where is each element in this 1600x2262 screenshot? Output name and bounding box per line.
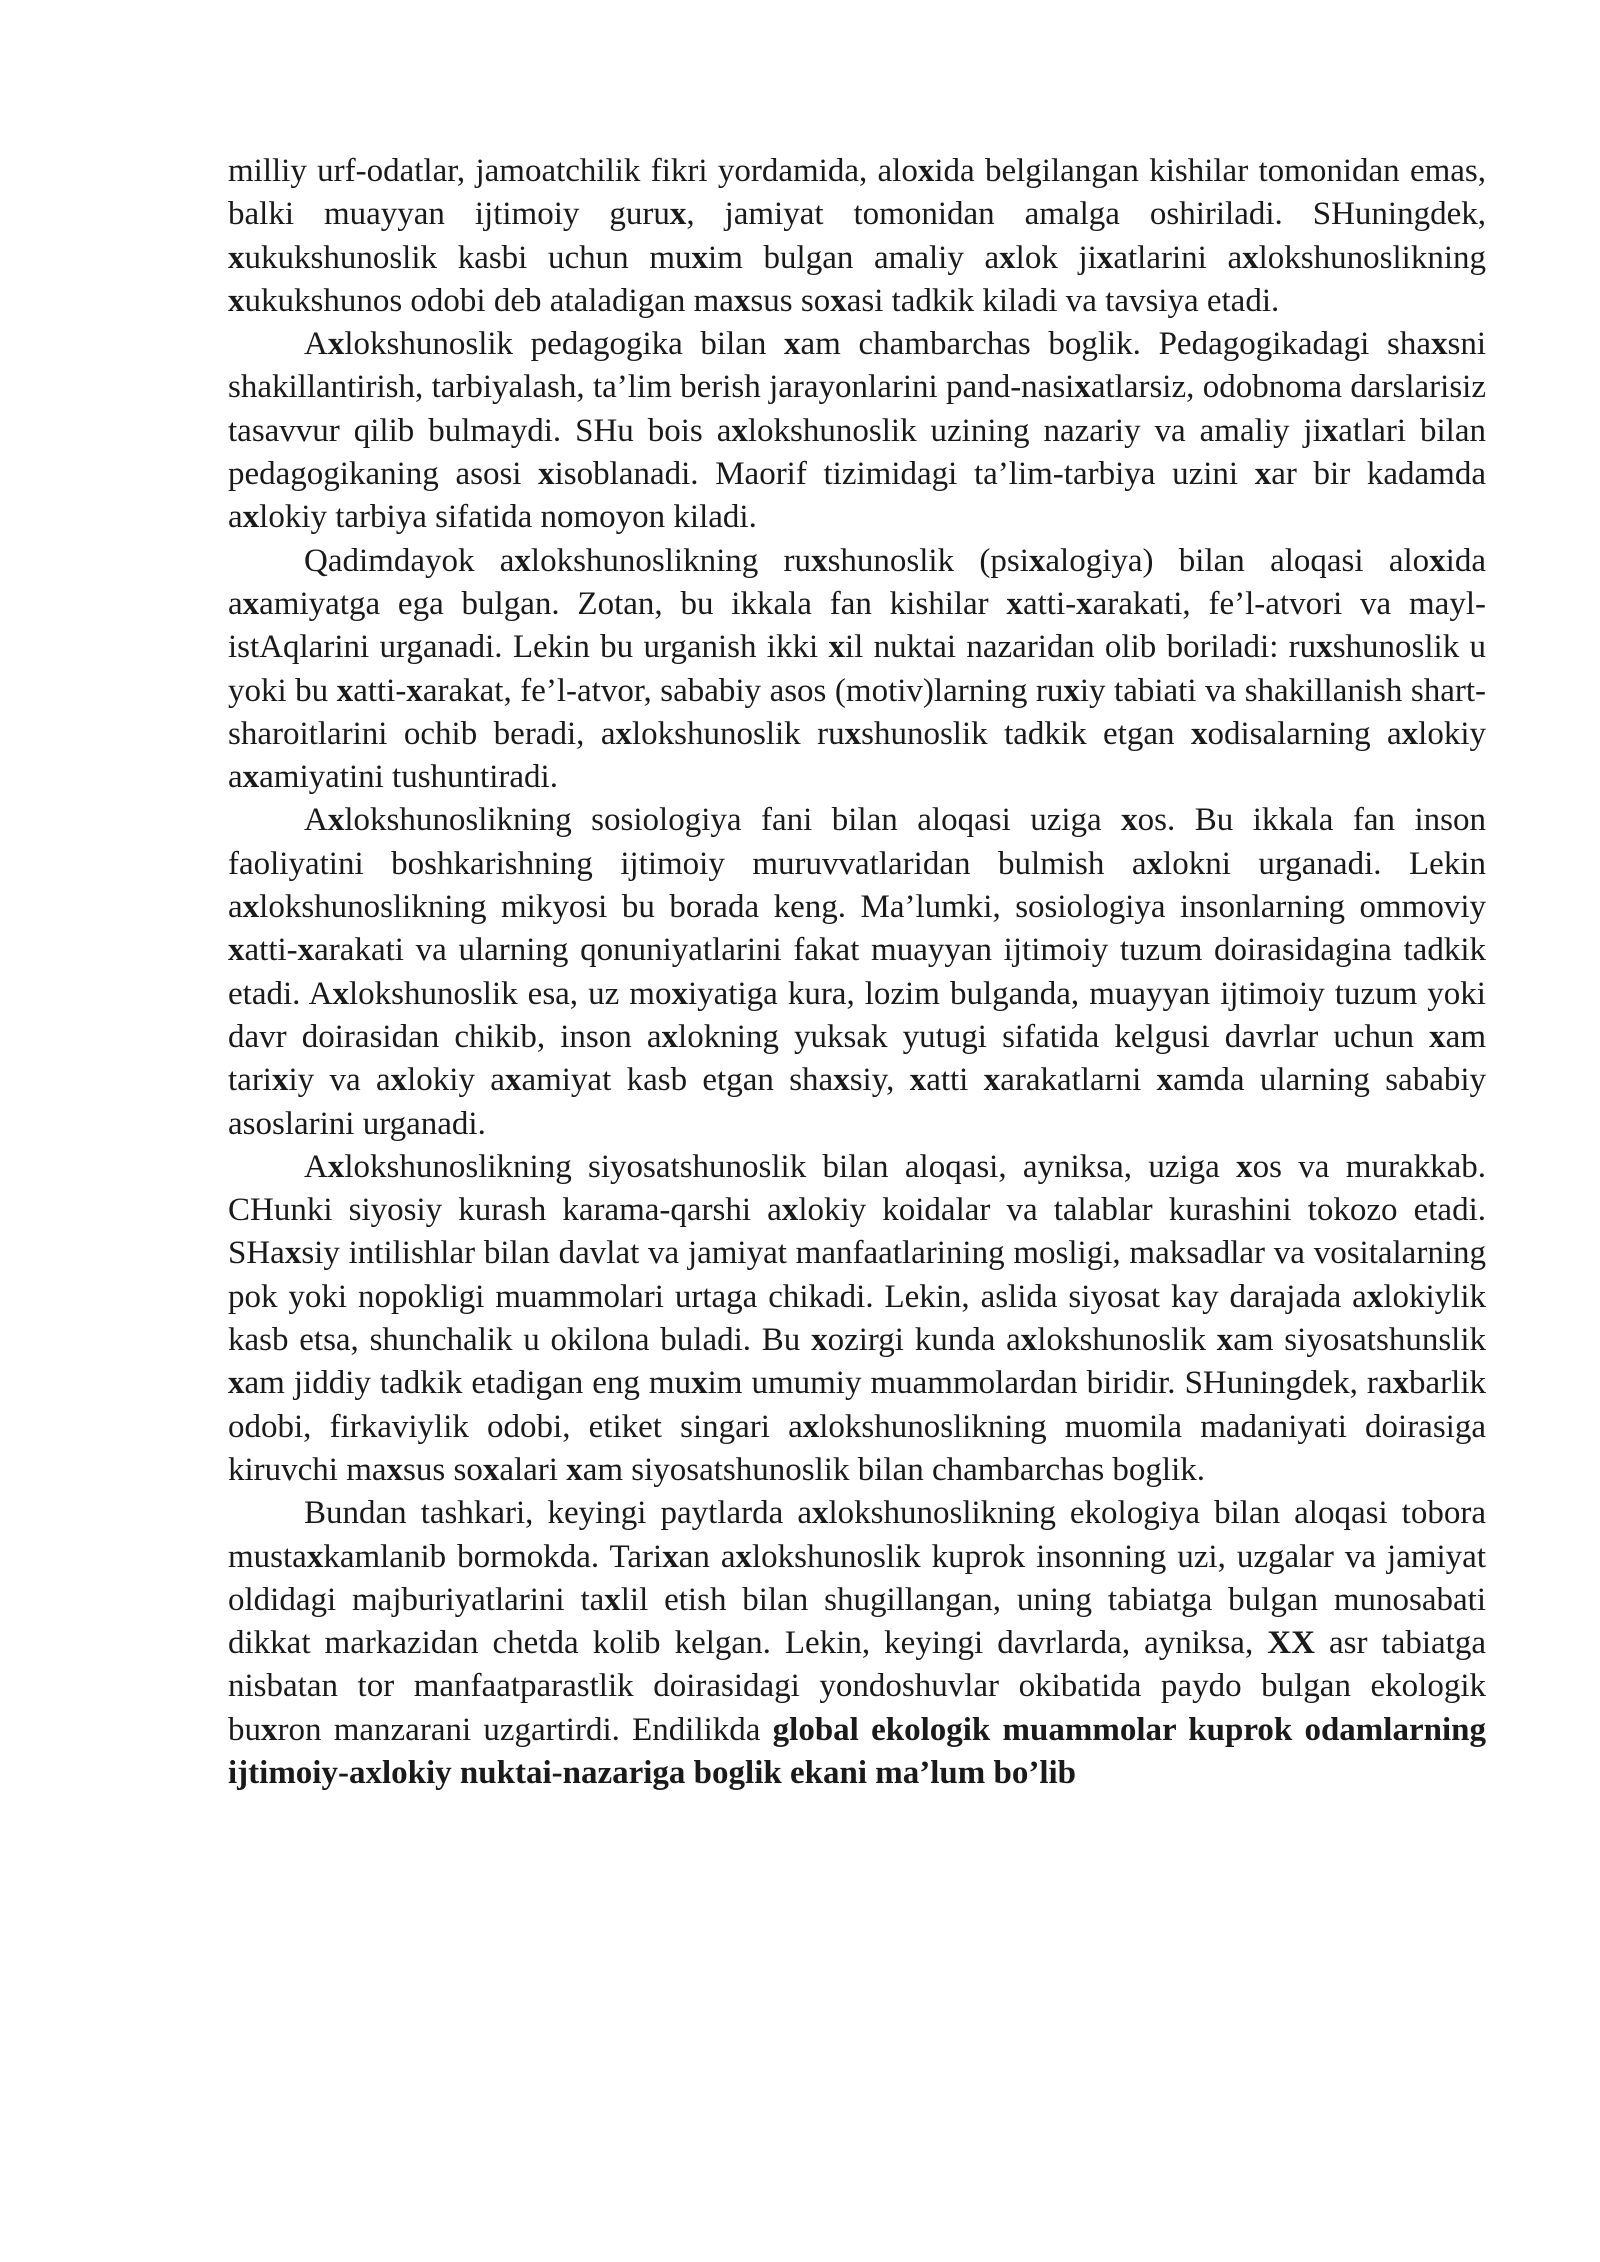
bold-text-run: x	[297, 932, 315, 969]
text-run: lokiy tarbiya sifatida nomoyon kiladi.	[259, 499, 757, 536]
bold-text-run: x	[1156, 1062, 1174, 1099]
text-run: lokning yuksak yutugi sifatida kelgusi davrlar uchun	[678, 1018, 1430, 1055]
text-run: am siyosatshunslik	[1233, 1322, 1486, 1359]
text-run: lil etish bilan shugillangan, uning tabiatga bulgan munosabati dikkat markazidan chetda kolib kelgan. Lekin, keyingi davrlarda, ayniksa,	[228, 1581, 1486, 1662]
bold-text-run: x	[1321, 412, 1339, 449]
text-run: Qadimdayok a	[304, 542, 515, 579]
bold-text-run: x	[830, 282, 847, 319]
text-run: sus so	[403, 1451, 483, 1488]
text-run: lokshunoslikning ru	[530, 542, 812, 579]
text-run: ron manzarani uzgartirdi. Endilikda	[277, 1711, 773, 1748]
text-run: atlarsiz, odobnoma darslarisiz tasavvur qilib bulmaydi. SHu bois a	[228, 369, 1486, 449]
text-run: Bundan tashkari, keyingi paytlarda a	[304, 1495, 812, 1532]
text-run: ida a	[228, 542, 1486, 622]
text-run: milliy urf-odatlar, jamoatchilik fikri yordamida, alo	[228, 153, 918, 189]
bold-text-run: x	[327, 326, 345, 363]
bold-text-run: x	[1430, 326, 1448, 363]
document-body	[228, 150, 1486, 1795]
text-run: ukukshunos odobi deb ataladigan ma	[244, 282, 734, 319]
bold-text-run: x	[386, 1451, 404, 1488]
text-run: lok ji	[1015, 239, 1097, 276]
bold-text-run: x	[261, 1711, 278, 1748]
text-run: kamlanib bormokda. Tari	[323, 1538, 663, 1575]
bold-text-run: x	[671, 975, 688, 1012]
text-run: lokiy a	[228, 715, 1487, 796]
text-run: lokshunoslik	[1037, 1322, 1217, 1359]
text-run: am tari	[228, 1018, 1486, 1099]
text-run: an a	[678, 1538, 736, 1575]
text-run: amda ularning sababiy asoslarini urganadi.	[228, 1062, 1487, 1142]
bold-text-run: x	[999, 239, 1016, 276]
bold-text-run: x	[1236, 1148, 1253, 1185]
bold-text-run: x	[615, 715, 632, 752]
text-run: amiyatga ega bulgan. Zotan, bu ikkala fan kishilar	[259, 585, 1007, 622]
text-run: os. Bu ikkala fan inson faoliyatini boshkarishning ijtimoiy muruvvatlaridan bulmish a	[228, 802, 1486, 882]
bold-text-run: x	[828, 629, 845, 666]
bold-text-run: x	[566, 1451, 583, 1488]
bold-text-run: x	[327, 802, 345, 839]
text-run: odisalarning a	[1207, 715, 1402, 752]
bold-text-run: x	[242, 585, 260, 622]
text-run: lokshunoslikning ekologiya bilan aloqasi tobora musta	[228, 1495, 1486, 1575]
text-run: shunoslik u yoki bu	[228, 629, 1487, 709]
bold-text-run: x	[1366, 1278, 1384, 1315]
text-run: A	[304, 326, 328, 363]
bold-text-run: x	[669, 196, 687, 233]
text-run: A	[304, 1148, 328, 1185]
bold-text-run: x	[482, 1451, 500, 1488]
bold-text-run: x	[604, 1581, 621, 1618]
text-run: arakat, fe’l-atvor, sababiy asos (motiv)larning ru	[422, 672, 1064, 709]
bold-text-run: x	[811, 1322, 828, 1359]
text-run: ozirgi kunda a	[827, 1322, 1021, 1359]
text-run: lokshunoslik kuprok insonning uzi, uzgalar va jamiyat oldidagi majburiyatlarini ta	[228, 1538, 1486, 1618]
bold-text-run: x	[228, 1365, 245, 1402]
bold-text-run: x	[271, 1062, 289, 1099]
bold-text-run: x	[1242, 239, 1259, 276]
bold-text-run: x	[733, 282, 751, 319]
text-run: im umumiy muammolardan biridir. SHuningdek, ra	[707, 1365, 1393, 1402]
bold-text-run: XX	[1267, 1625, 1315, 1662]
text-run: arakatlarni	[1000, 1062, 1157, 1099]
text-run: il nuktai nazaridan olib boriladi: ru	[844, 629, 1317, 666]
paragraph	[228, 1492, 1486, 1795]
bold-text-run: x	[538, 456, 555, 493]
bold-text-run: x	[1429, 542, 1446, 579]
text-run: lokshunoslikning sosiologiya fani bilan aloqasi uziga	[344, 802, 1122, 839]
bold-text-run: x	[781, 1192, 799, 1229]
bold-text-run: x	[1076, 585, 1093, 622]
bold-text-run: x	[691, 239, 709, 276]
bold-text-run: x	[812, 1495, 829, 1532]
text-run: lokni urganadi. Lekin a	[228, 845, 1487, 926]
bold-text-run: x	[306, 1538, 324, 1575]
text-run: sni shakillantirish, tarbiyalash, ta’lim berish jarayonlarini pand-nasi	[228, 326, 1486, 406]
bold-text-run: x	[1028, 542, 1046, 579]
bold-text-run: x	[811, 542, 828, 579]
bold-text-run: x	[662, 1538, 679, 1575]
text-run: sus so	[750, 282, 831, 319]
paragraph	[228, 323, 1486, 539]
bold-text-run: x	[284, 1235, 302, 1272]
text-run: isoblanadi. Maorif tizimidagi ta’lim-tarbiya uzini	[554, 456, 1255, 493]
bold-text-run: x	[327, 1148, 345, 1185]
text-run: lokshunoslik uzining nazariy va amaliy ji	[747, 412, 1322, 449]
text-run: barlik odobi, firkaviylik odobi, etiket singari a	[228, 1365, 1486, 1445]
text-run: lokshunoslikning muomila madaniyati doirasiga kiruvchi ma	[228, 1408, 1486, 1488]
bold-text-run: x	[1096, 239, 1114, 276]
bold-text-run: x	[1121, 802, 1138, 839]
bold-text-run: x	[514, 542, 531, 579]
bold-text-run: x	[1401, 715, 1419, 752]
text-run: shunoslik tadkik etgan	[861, 715, 1191, 752]
bold-text-run: x	[242, 499, 260, 536]
bold-text-run: x	[983, 1062, 1001, 1099]
text-run: lokshunoslik pedagogika bilan	[344, 326, 785, 363]
text-run: ida belgilangan kishilar tomonidan emas, balki muayyan ijtimoiy guru	[228, 153, 1487, 233]
bold-text-run: x	[1006, 585, 1023, 622]
bold-text-run: x	[390, 1062, 408, 1099]
bold-text-run: x	[406, 672, 423, 709]
text-run: lokiylik kasb etsa, shunchalik u okilona buladi. Bu	[228, 1278, 1486, 1359]
text-run: , jamiyat tomonidan amalga oshiriladi. SHuningdek,	[686, 196, 1486, 233]
bold-text-run: x	[802, 1408, 820, 1445]
bold-text-run: x	[1020, 1322, 1038, 1359]
text-run: atti-	[353, 672, 407, 709]
bold-text-run: x	[731, 412, 748, 449]
text-run: im bulgan amaliy a	[708, 239, 1000, 276]
bold-text-run: global ekologik muammolar kuprok odamlarning ijtimoiy-axlokiy nuktai-nazariga boglik ekani ma’lum bo’lib	[228, 1711, 1486, 1791]
bold-text-run: x	[1392, 1365, 1410, 1402]
text-run: am siyosatshunoslik bilan chambarchas boglik.	[582, 1451, 1206, 1488]
paragraph	[228, 540, 1486, 800]
text-run: A	[304, 802, 328, 839]
bold-text-run: x	[833, 1062, 850, 1099]
text-run: lokshunoslik ru	[631, 715, 845, 752]
bold-text-run: x	[332, 975, 349, 1012]
text-run: atti-	[1022, 585, 1077, 622]
text-run: amiyatini tushuntiradi.	[259, 759, 558, 796]
bold-text-run: x	[691, 1365, 708, 1402]
bold-text-run: x	[336, 672, 354, 709]
text-run: am chambarchas boglik. Pedagogikadagi sha	[800, 326, 1431, 363]
paragraph	[228, 1146, 1486, 1492]
text-run: arakati va ularning qonuniyatlarini fakat muayyan ijtimoiy tuzum doirasidagina tadkik etadi. A	[228, 932, 1486, 1012]
text-run: am jiddiy tadkik etadigan eng mu	[244, 1365, 692, 1402]
bold-text-run: x	[909, 1062, 927, 1099]
text-run: lokshunoslikning siyosatshunoslik bilan aloqasi, ayniksa, uziga	[344, 1148, 1237, 1185]
text-run: alari	[499, 1451, 567, 1488]
text-run: lokshunoslikning mikyosi bu borada keng. Ma’lumki, sosiologiya insonlarning ommoviy	[259, 889, 1486, 926]
bold-text-run: x	[784, 326, 801, 363]
bold-text-run: x	[228, 239, 245, 276]
bold-text-run: x	[1074, 369, 1091, 406]
text-run: ar bir kadamda a	[228, 456, 1487, 536]
text-run: amiyat kasb etgan sha	[521, 1062, 834, 1099]
text-run: siy intilishlar bilan davlat va jamiyat manfaatlarining mosligi, maksadlar va vositalarning pok yoki nopokligi muammolari urtaga chikadi. Lekin, aslida siyosat kay darajada a	[228, 1235, 1486, 1315]
text-run: atti	[926, 1062, 984, 1099]
bold-text-run: x	[844, 715, 862, 752]
text-run: asr tabiatga nisbatan tor manfaatparastlik doirasidagi yondoshuvlar okibatida paydo bulgan ekologik bu	[228, 1625, 1486, 1748]
text-run: iy tabiati va shakillanish shart-sharoitlarini ochib beradi, a	[228, 672, 1486, 752]
text-run: siy,	[849, 1062, 910, 1099]
bold-text-run: x	[242, 889, 260, 926]
text-run: lokiy a	[407, 1062, 505, 1099]
text-run: lokiy koidalar va talablar kurashini tokozo etadi. SHa	[228, 1192, 1486, 1272]
text-run: iy va a	[288, 1062, 391, 1099]
bold-text-run: x	[735, 1538, 752, 1575]
bold-text-run: x	[1216, 1322, 1234, 1359]
bold-text-run: x	[1190, 715, 1208, 752]
bold-text-run: x	[228, 282, 245, 319]
text-run: os va murakkab. CHunki siyosiy kurash karama-qarshi a	[228, 1148, 1486, 1229]
text-run: asi tadkik kiladi va tavsiya etadi.	[846, 282, 1280, 319]
text-run: ukukshunoslik kasbi uchun mu	[244, 239, 692, 276]
text-run: lokshunoslik esa, uz mo	[348, 975, 672, 1012]
text-run: atlarini a	[1113, 239, 1243, 276]
paragraph	[228, 150, 1486, 323]
text-run: iyatiga kura, lozim bulganda, muayyan ijtimoiy tuzum yoki davr doirasidan chikib, inson a	[228, 975, 1486, 1055]
bold-text-run: x	[1063, 672, 1080, 709]
paragraph	[228, 799, 1486, 1145]
bold-text-run: x	[1429, 1018, 1446, 1055]
bold-text-run: x	[242, 759, 260, 796]
text-run: lokshunoslikning	[1258, 239, 1486, 276]
text-run: atlari bilan pedagogikaning asosi	[228, 412, 1487, 493]
bold-text-run: x	[661, 1018, 679, 1055]
document-page	[228, 150, 1486, 1795]
text-run: alogiya) bilan aloqasi alo	[1045, 542, 1430, 579]
text-run: atti-	[244, 932, 298, 969]
bold-text-run: x	[504, 1062, 522, 1099]
bold-text-run: x	[1254, 456, 1272, 493]
text-run: shunoslik (psi	[827, 542, 1029, 579]
bold-text-run: x	[1316, 629, 1333, 666]
text-run: arakati, fe’l-atvori va mayl-istAqlarini urganadi. Lekin bu urganish ikki	[228, 585, 1486, 666]
bold-text-run: x	[228, 932, 245, 969]
bold-text-run: x	[1146, 845, 1164, 882]
bold-text-run: x	[917, 153, 935, 189]
